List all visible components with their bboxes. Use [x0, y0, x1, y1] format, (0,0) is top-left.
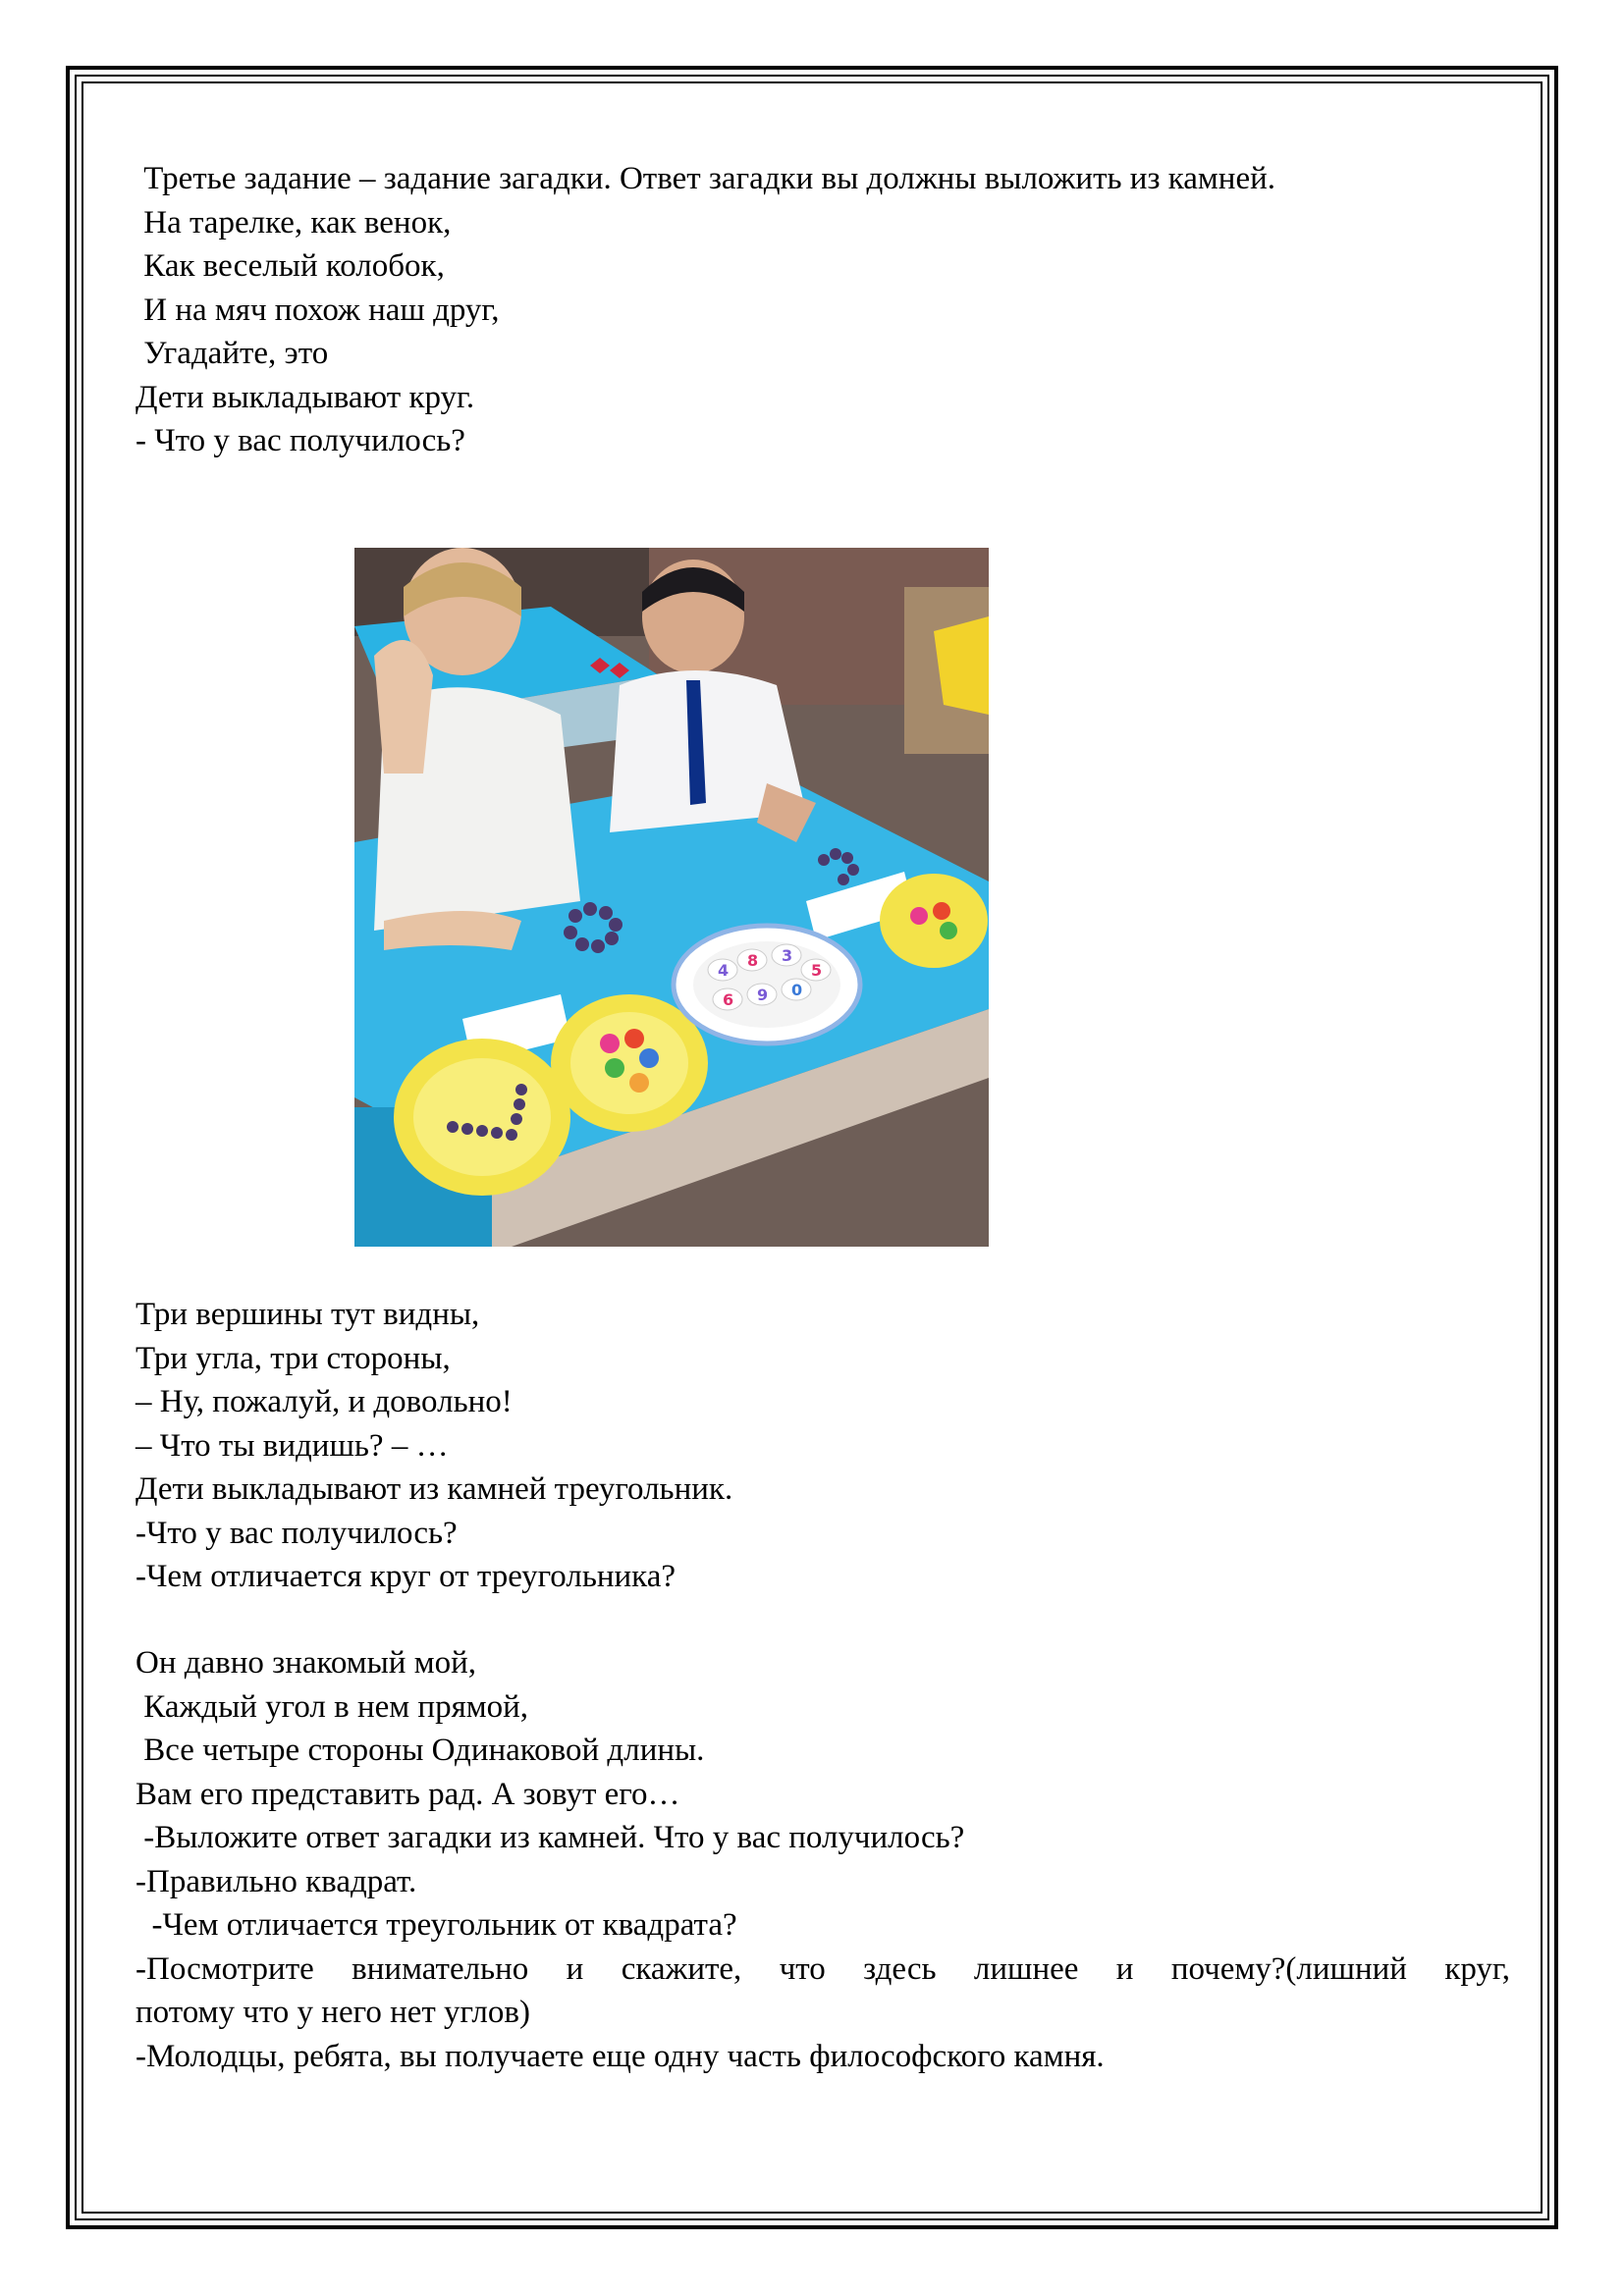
riddle-circle-section — [135, 157, 1510, 463]
instruction-line: Дети выкладывают круг. — [135, 379, 475, 415]
question-line: -Посмотрите внимательно и скажите, что здесь лишнее и почему?(лишний круг, — [135, 1950, 1510, 1987]
riddle-line: Три вершины тут видны, — [135, 1297, 480, 1332]
riddle-triangle-section — [135, 1293, 1510, 1599]
plate-number: 0 — [791, 981, 803, 999]
riddle-line: Каждый угол в нем прямой, — [135, 1688, 529, 1725]
question-line: -Выложите ответ загадки из камней. Что у вас получилось? — [135, 1820, 965, 1855]
question-line: -Чем отличается круг от треугольника? — [135, 1559, 677, 1594]
instruction-line: Дети выкладывают из камней треугольник. — [135, 1471, 733, 1507]
plate-number: 9 — [757, 986, 769, 1004]
riddle-line: Все четыре стороны Одинаковой длины. — [135, 1733, 705, 1768]
plate-number: 3 — [782, 946, 793, 965]
plate-number: 6 — [723, 990, 734, 1009]
riddle-line: – Что ты видишь? – … — [135, 1427, 449, 1464]
riddle-line: Как веселый колобок, — [135, 248, 445, 284]
closing-line: -Молодцы, ребята, вы получаете еще одну часть философского камня. — [135, 2038, 1105, 2074]
answer-line: -Правильно квадрат. — [135, 1863, 417, 1899]
riddle-line: Три угла, три стороны, — [135, 1340, 451, 1376]
riddle-line: Угадайте, это — [135, 336, 329, 371]
question-line: -Чем отличается треугольник от квадрата? — [135, 1907, 737, 1943]
riddle-line: На тарелке, как венок, — [135, 204, 452, 240]
task-intro-line: Третье задание – задание загадки. Ответ загадки вы должны выложить из камней. — [135, 161, 1276, 196]
riddle-line: Вам его представить рад. А зовут его… — [135, 1776, 680, 1812]
question-line: - Что у вас получилось? — [135, 423, 465, 458]
riddle-line: И на мяч похож наш друг, — [135, 292, 500, 328]
riddle-line: Он давно знакомый мой, — [135, 1645, 476, 1681]
riddle-square-section — [135, 1641, 1510, 2078]
question-line-continuation: потому что у него нет углов) — [135, 1995, 530, 2030]
plate-number: 8 — [747, 951, 759, 970]
question-line: -Что у вас получилось? — [135, 1515, 458, 1551]
riddle-line: – Ну, пожалуй, и довольно! — [135, 1384, 513, 1419]
classroom-photo — [354, 548, 989, 1247]
plate-number: 5 — [811, 961, 823, 980]
plate-number: 4 — [718, 961, 730, 980]
